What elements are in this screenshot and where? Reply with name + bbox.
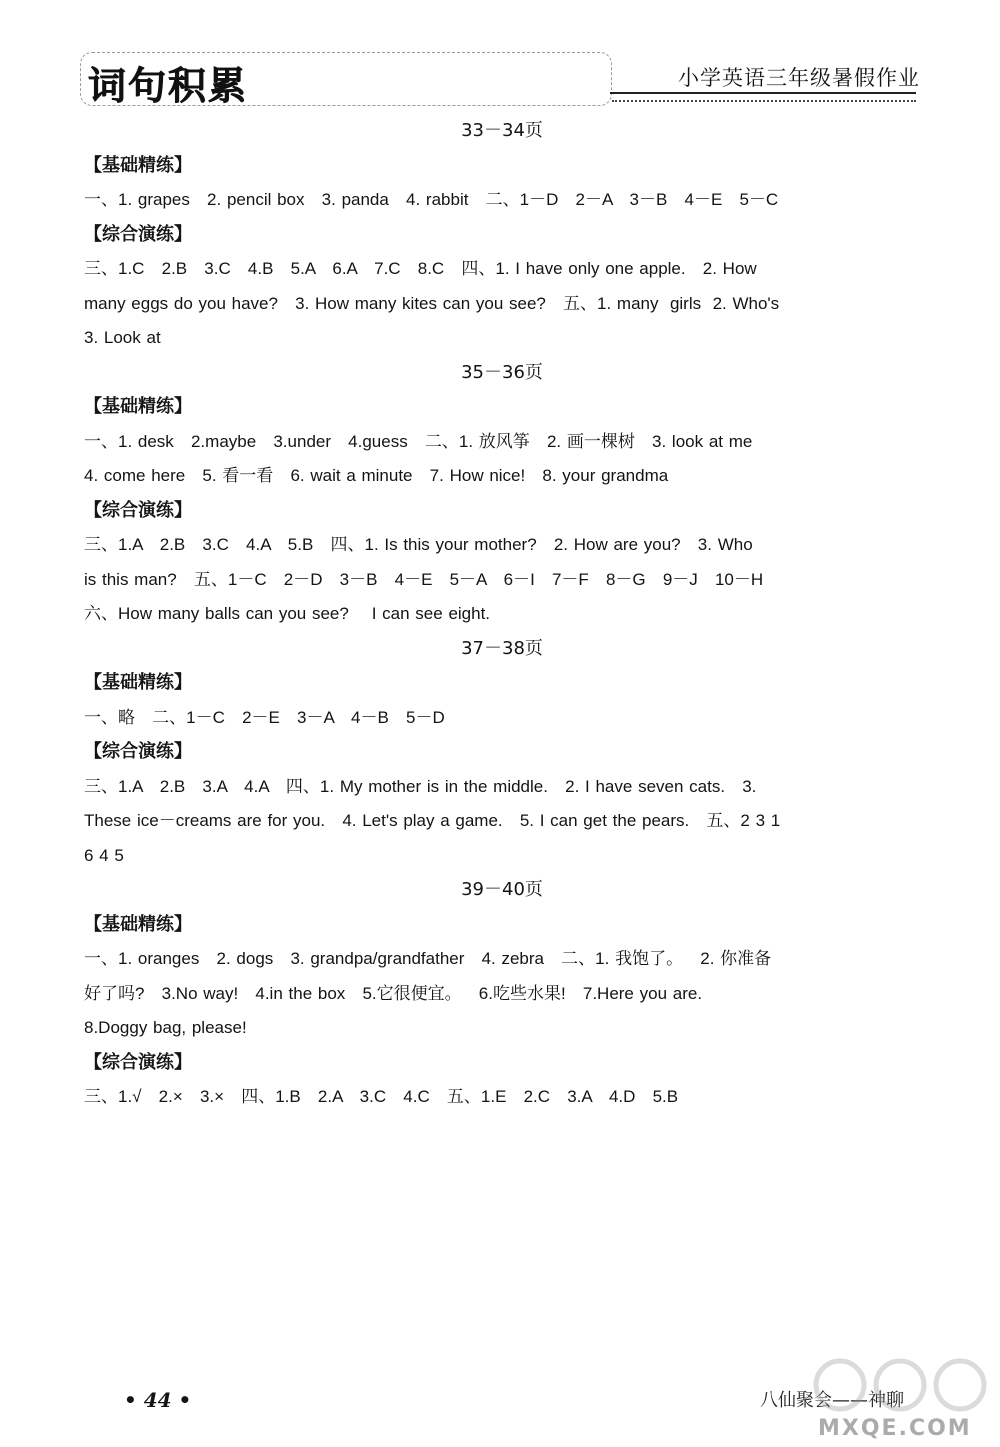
page-range-heading: 33－34页 [461,120,543,141]
page-range-heading: 39－40页 [461,879,543,900]
answer-line: These ice－creams are for you. 4. Let's play a game. 5. I can get the pears. 五、2 3 1 [84,811,781,830]
answer-line: 三、1.A 2.B 3.C 4.A 5.B 四、1. Is this your mother? 2. How are you? 3. Who [84,535,753,554]
answer-line: 一、略 二、1－C 2－E 3－A 4－B 5－D [84,707,445,727]
answer-line: 一、1. grapes 2. pencil box 3. panda 4. rabbit 二、1－D 2－A 3－B 4－E 5－C [84,190,779,209]
answer-line: 6 4 5 [84,845,124,865]
answer-line: 三、1.C 2.B 3.C 4.B 5.A 6.A 7.C 8.C 四、1. I have only one apple. 2. How [84,259,757,278]
page-range-heading: 37－38页 [461,637,543,659]
answer-line: 3. Look at [84,328,161,347]
answer-line: 三、1.A 2.B 3.A 4.A 四、1. My mother is in the middle. 2. I have seven cats. 3. [84,776,757,796]
exercise-section-label: 【综合演练】 [84,741,192,762]
answer-line: 好了吗? 3.No way! 4.in the box 5.它很便宜。 6.吃些水果! 7.Here you are. [84,983,703,1003]
answer-content [84,114,920,1115]
header-title: 词句积累 [88,64,249,108]
answer-line: 六、How many balls can you see? I can see eight. [84,604,491,623]
answer-line: 8.Doggy bag, please! [84,1018,247,1037]
page-number: • 44 • [124,1388,192,1412]
exercise-section-label: 【综合演练】 [84,223,192,245]
exercise-section-label: 【综合演练】 [84,499,192,521]
header-dotted-line [612,100,916,102]
answer-line: 4. come here 5. 看一看 6. wait a minute 7. How nice! 8. your grandma [84,466,669,485]
exercise-section-label: 【综合演练】 [84,1051,192,1073]
exercise-section-label: 【基础精练】 [84,396,192,417]
watermark-text: MXQE.COM [818,1416,972,1441]
exercise-section-label: 【基础精练】 [84,913,192,935]
answer-line: many eggs do you have? 3. How many kites can you see? 五、1. many girls 2. Who's [84,293,780,313]
header-underline [610,92,916,94]
answer-line: 一、1. oranges 2. dogs 3. grandpa/grandfather 4. zebra 二、1. 我饱了。 2. 你准备 [84,949,772,968]
exercise-section-label: 【基础精练】 [84,672,192,693]
page-range-heading: 35－36页 [461,361,543,383]
answer-line: 一、1. desk 2.maybe 3.under 4.guess 二、1. 放风筝 2. 画一棵树 3. look at me [84,431,753,451]
answer-line: is this man? 五、1－C 2－D 3－B 4－E 5－A 6－I 7－F 8－G 9－J 10－H [84,569,764,589]
exercise-section-label: 【基础精练】 [84,154,192,176]
footer-caption: 八仙聚会——神聊 [760,1390,904,1411]
header-subtitle: 小学英语三年级暑假作业 [678,66,920,90]
answer-line: 三、1.√ 2.× 3.× 四、1.B 2.A 3.C 4.C 五、1.E 2.C 3.A 4.D 5.B [84,1087,679,1106]
